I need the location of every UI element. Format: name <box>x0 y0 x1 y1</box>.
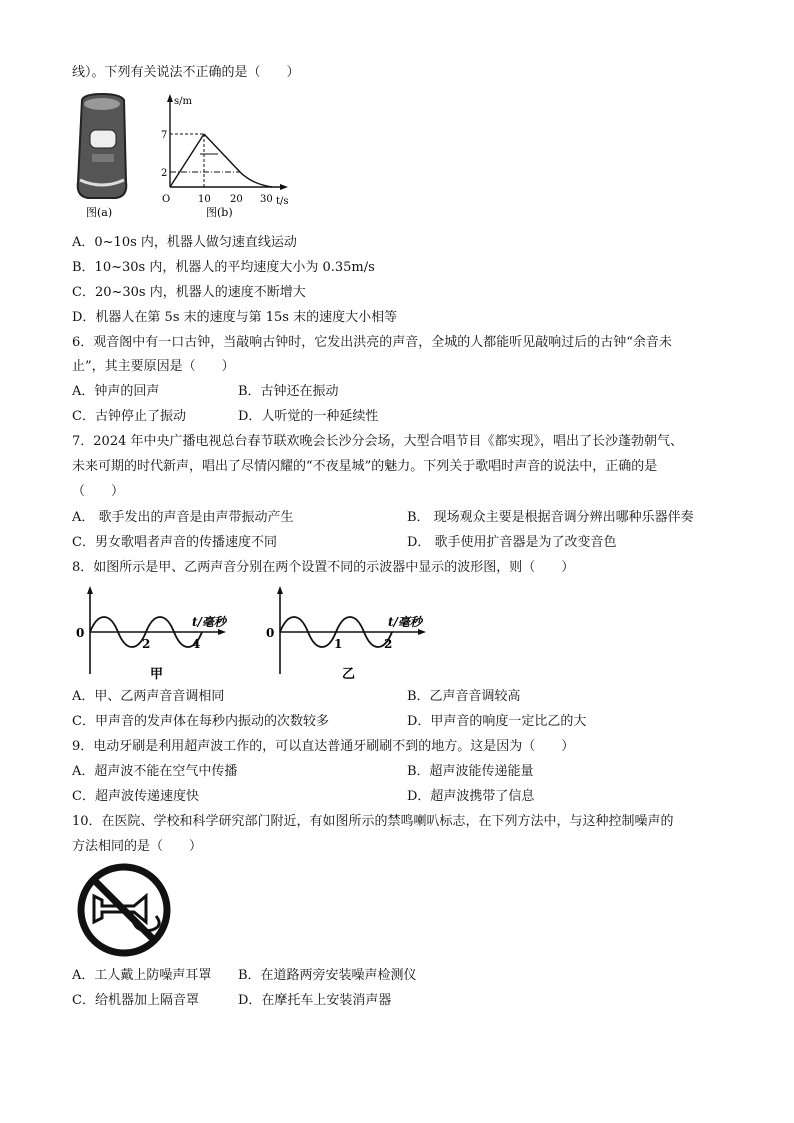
yi-tick-2: 2 <box>384 637 393 651</box>
q10-option-a: A．工人戴上防噪声耳罩 <box>72 968 212 983</box>
q6-option-b: B．古钟还在振动 <box>238 384 339 399</box>
graph-y-tick-7: 7 <box>161 130 168 141</box>
q5-option-c: C．20~30s 内，机器人的速度不断增大 <box>72 285 306 300</box>
jia-origin: 0 <box>76 626 85 640</box>
jia-tick-4: 4 <box>192 637 201 651</box>
q9-option-c: C．超声波传递速度快 <box>72 789 199 804</box>
q7-option-d: D． 歌手使用扩音器是为了改变音色 <box>407 535 617 550</box>
q9-stem: 9．电动牙刷是利用超声波工作的，可以直达普通牙刷刷不到的地方。这是因为（ ） <box>72 739 575 754</box>
graph-x-label: t/s <box>276 196 289 207</box>
q7-option-a: A． 歌手发出的声音是由声带振动产生 <box>72 510 294 525</box>
q6-stem-line1: 6．观音阁中有一口古钟，当敲响古钟时，它发出洪亮的声音，全城的人都能听见敲响过后的古钟“余音未 <box>72 335 672 350</box>
q5-option-d: D．机器人在第 5s 末的速度与第 15s 末的速度大小相等 <box>72 310 398 325</box>
q6-option-d: D．人听觉的一种延续性 <box>238 409 379 424</box>
q5-option-b: B．10~30s 内，机器人的平均速度大小为 0.35m/s <box>72 260 375 275</box>
q8-stem: 8．如图所示是甲、乙两声音分别在两个设置不同的示波器中显示的波形图，则（ ） <box>72 560 575 575</box>
q10-stem-line1: 10．在医院、学校和科学研究部门附近，有如图所示的禁鸣喇叭标志，在下列方法中，与这种控制噪声的 <box>72 814 674 829</box>
robot-figure <box>72 92 134 220</box>
yi-axis-label: t/毫秒 <box>388 615 422 629</box>
q8-option-b: B．乙声音音调较高 <box>407 689 521 704</box>
q8-option-a: A．甲、乙两声音音调相同 <box>72 689 225 704</box>
waveform-yi <box>262 584 442 682</box>
q9-option-b: B．超声波能传递能量 <box>407 764 534 779</box>
graph-x-tick-20: 20 <box>230 194 243 205</box>
q5-option-a: A．0~10s 内，机器人做匀速直线运动 <box>72 235 297 250</box>
q6-option-a: A．钟声的回声 <box>72 384 160 399</box>
q7-option-c: C．男女歌唱者声音的传播速度不同 <box>72 535 277 550</box>
q6-option-c: C．古钟停止了振动 <box>72 409 186 424</box>
q10-option-d: D．在摩托车上安装消声器 <box>238 993 392 1008</box>
yi-tick-1: 1 <box>334 637 343 651</box>
waveform-jia <box>72 584 242 682</box>
q7-option-b: B． 现场观众主要是根据音调分辨出哪种乐器伴奏 <box>407 510 694 525</box>
graph-y-label: s/m <box>174 96 192 107</box>
q7-stem-line1: 7．2024 年中央广播电视总台春节联欢晚会长沙分会场，大型合唱节目《都实现》，唱出了长沙蓬勃朝气、 <box>72 434 683 449</box>
q10-option-b: B．在道路两旁安装噪声检测仪 <box>238 968 417 983</box>
q10-stem-line2: 方法相同的是（ ） <box>72 839 203 854</box>
q5-stem-tail: 线）。下列有关说法不正确的是（ ） <box>72 65 300 80</box>
graph-y-tick-2: 2 <box>161 168 168 179</box>
q7-stem-line2: 未来可期的时代新声，唱出了尽情闪耀的“不夜星城”的魅力。下列关于歌唱时声音的说法中，正确的是 <box>72 459 658 474</box>
st-graph <box>160 92 290 220</box>
yi-caption: 乙 <box>342 667 356 682</box>
graph-x-tick-30: 30 <box>260 194 273 205</box>
jia-axis-label: t/毫秒 <box>192 615 226 629</box>
fig-b-label: 图(b) <box>206 206 233 219</box>
q8-option-c: C．甲声音的发声体在每秒内振动的次数较多 <box>72 714 329 729</box>
q9-option-d: D．超声波携带了信息 <box>407 789 535 804</box>
no-horn-sign-icon <box>72 860 176 960</box>
q9-option-a: A．超声波不能在空气中传播 <box>72 764 238 779</box>
q7-stem-line3: （ ） <box>72 484 125 499</box>
q6-stem-line2: 止”，其主要原因是（ ） <box>72 359 235 374</box>
q8-option-d: D．甲声音的响度一定比乙的大 <box>407 714 587 729</box>
jia-caption: 甲 <box>150 667 164 682</box>
yi-origin: 0 <box>266 626 275 640</box>
graph-origin: O <box>162 194 171 205</box>
jia-tick-2: 2 <box>142 637 151 651</box>
fig-a-label: 图(a) <box>86 206 113 219</box>
q10-option-c: C．给机器加上隔音罩 <box>72 993 199 1008</box>
graph-x-tick-10: 10 <box>198 194 211 205</box>
